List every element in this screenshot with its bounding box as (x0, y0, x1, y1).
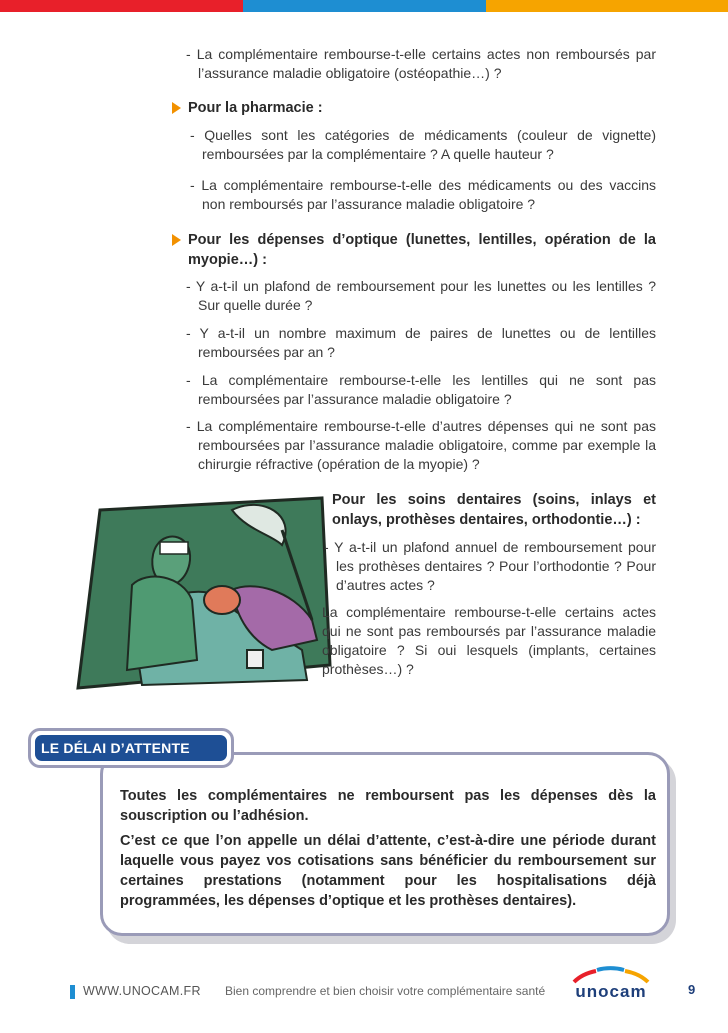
heading-optique: Pour les dépenses d’optique (lunettes, lentilles, opération de la myopie…) : (172, 230, 656, 270)
footer-url-link[interactable]: WWW.UNOCAM.FR (83, 984, 201, 998)
list-item: - Y a-t-il un plafond annuel de remboursement pour les prothèses dentaires ? Pour l’orthodontie ? Pour d’autres actes ? (324, 539, 656, 593)
list-item: - La complémentaire rembourse-t-elle certains actes non remboursés par l’assurance maladie obligatoire (ostéopathie…) ? (186, 46, 656, 81)
heading-pharmacie: Pour la pharmacie : (172, 98, 656, 118)
list-item: - Y a-t-il un nombre maximum de paires de lunettes ou de lentilles remboursées par an ? (186, 325, 656, 360)
top-bar-blue (243, 0, 486, 12)
paragraph-dentaire: La complémentaire rembourse-t-elle certains actes qui ne sont pas remboursés par l’assurance maladie obligatoire ? Si oui lesquels (implants, certaines prothèses…) ? (322, 604, 656, 677)
footer-marker (70, 985, 75, 999)
box-paragraph: Toutes les complémentaires ne remboursent pas les dépenses dès la souscription ou l’adhésion. (120, 788, 656, 824)
top-bar-red (0, 0, 243, 12)
section-title-tab (28, 728, 234, 768)
dentist-illustration (72, 490, 332, 690)
top-bar-orange (486, 0, 728, 12)
heading-dentaire: Pour les soins dentaires (soins, inlays et onlays, prothèses dentaires, orthodontie…) : (332, 492, 656, 528)
page-number: 9 (688, 982, 696, 997)
list-item: - Y a-t-il un plafond de remboursement pour les lunettes ou les lentilles ? Sur quelle durée ? (186, 278, 656, 313)
logo-text: unocam (575, 982, 647, 1001)
logo-arc-icon (566, 964, 656, 984)
footer (0, 980, 728, 1010)
arrow-right-icon (172, 102, 181, 114)
section-title: LE DÉLAI D’ATTENTE (35, 735, 227, 761)
list-item: - Quelles sont les catégories de médicaments (couleur de vignette) remboursées par la complémentaire ? A quelle hauteur ? (190, 127, 656, 162)
list-item: - La complémentaire rembourse-t-elle d’autres dépenses qui ne sont pas remboursées par l’assurance maladie obligatoire, comme par exemple la chirurgie réfractive (opération de la myopie) ? (186, 418, 656, 472)
list-item: - La complémentaire rembourse-t-elle des médicaments ou des vaccins non remboursés par l’assurance maladie obligatoire ? (190, 177, 656, 212)
footer-title: Bien comprendre et bien choisir votre complémentaire santé (225, 984, 546, 998)
list-item: - La complémentaire rembourse-t-elle les lentilles qui ne sont pas remboursées par l’assurance maladie obligatoire ? (186, 372, 656, 407)
box-paragraph: C’est ce que l’on appelle un délai d’attente, c’est-à-dire une période durant laquelle vous payez vos cotisations sans bénéficier du remboursement sur certaines prestations (notamment pour les hospitalisations déjà programmées, les dépenses d’optique et les prothèses dentaires). (120, 833, 656, 909)
top-color-bar (0, 0, 728, 12)
arrow-right-icon (172, 234, 181, 246)
unocam-logo (566, 964, 656, 1008)
